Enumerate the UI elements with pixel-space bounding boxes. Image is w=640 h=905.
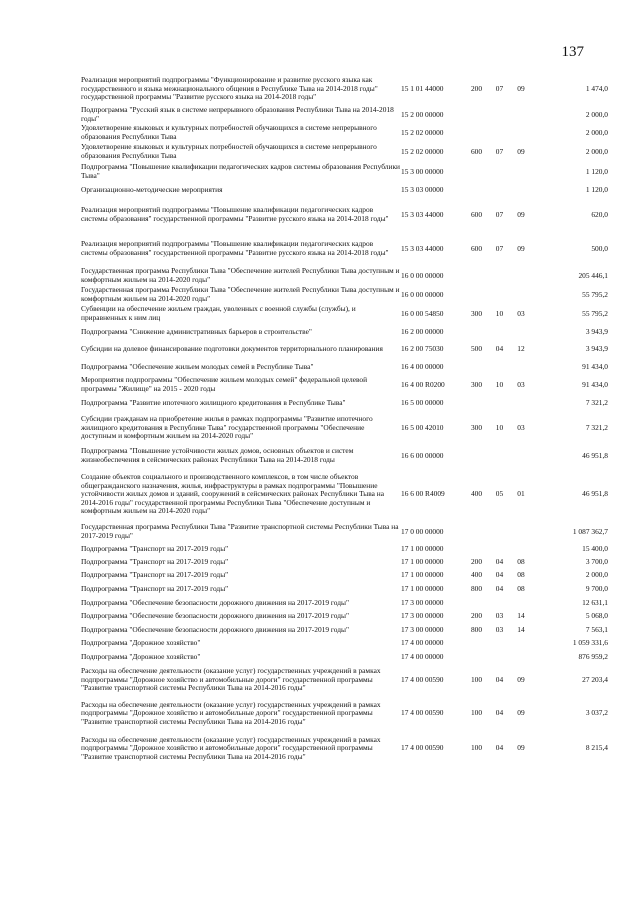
budget-table xyxy=(81,72,608,766)
row-code: 15 2 02 00000 xyxy=(401,146,444,156)
row-sum: 1 059 331,6 xyxy=(572,638,608,648)
row-name: Организационно-методические мероприятия xyxy=(81,184,223,194)
row-pr xyxy=(510,395,532,411)
row-vr: 600 xyxy=(470,209,483,219)
row-code: 15 3 00 00000 xyxy=(401,166,444,176)
row-vr: 600 xyxy=(470,146,483,156)
row-vr xyxy=(464,542,489,556)
table-row xyxy=(81,522,608,542)
table-row xyxy=(81,610,608,623)
row-vr: 100 xyxy=(470,743,483,753)
row-name: Подпрограмма "Дорожное хозяйство" xyxy=(81,638,201,648)
row-code: 16 0 00 00000 xyxy=(401,270,444,280)
row-pr xyxy=(510,162,532,182)
row-vr xyxy=(464,106,489,124)
row-code: 17 1 00 00000 xyxy=(401,543,444,553)
table-row xyxy=(81,266,608,286)
row-rz: 04 xyxy=(495,344,504,354)
row-code: 17 4 00 00590 xyxy=(401,674,444,684)
row-pr: 09 xyxy=(517,243,525,253)
row-code: 17 4 00 00000 xyxy=(401,638,444,648)
row-sum: 12 631,1 xyxy=(582,597,608,607)
table-row xyxy=(81,304,608,324)
row-vr: 500 xyxy=(470,344,483,354)
row-rz: 07 xyxy=(495,146,504,156)
row-name: Подпрограмма "Транспорт на 2017-2019 годы" xyxy=(81,583,229,593)
row-sum: 876 959,2 xyxy=(578,651,608,661)
row-code: 17 4 00 00590 xyxy=(401,743,444,753)
row-sum: 3 943,9 xyxy=(585,326,608,336)
row-rz: 10 xyxy=(495,379,504,389)
row-rz xyxy=(489,522,510,542)
row-pr: 03 xyxy=(517,422,525,432)
row-vr xyxy=(464,522,489,542)
row-code: 16 6 00 R4009 xyxy=(401,489,445,499)
row-name: Создание объектов социального и производственного комплексов, в том числе объектов общегражданского назначения, жилья, инфраструктуры в рамках подпрограммы "Повышение устойчивости жилых домов и зданий, сооружений в сейсмических районах Республики Тыва на 2014-2016 годы" государственной программы Республики Тыва "Обеспечение доступным и комфортным жильем на 2014-2020 годы" xyxy=(81,472,385,516)
row-code: 16 0 00 54850 xyxy=(401,308,444,318)
row-vr xyxy=(464,182,489,198)
row-sum: 7 321,2 xyxy=(585,397,608,407)
row-sum: 9 700,0 xyxy=(585,583,608,593)
row-code: 17 0 00 00000 xyxy=(401,526,444,536)
row-vr xyxy=(464,637,489,650)
row-vr: 100 xyxy=(470,674,483,684)
row-rz: 10 xyxy=(495,308,504,318)
row-code: 16 6 00 00000 xyxy=(401,450,444,460)
row-rz xyxy=(489,266,510,286)
table-row xyxy=(81,142,608,162)
row-name: Расходы на обеспечение деятельности (оказание услуг) государственных учреждений в рамках подпрограммы "Дорожное хозяйство и автомобильные дороги" государственной программы "Развитие транспортной системы Республики Тыва на 2014-2016 годы" xyxy=(81,734,381,761)
row-rz: 04 xyxy=(495,708,504,718)
row-sum: 1 087 362,7 xyxy=(572,526,608,536)
table-row xyxy=(81,340,608,359)
row-rz xyxy=(489,286,510,304)
row-vr xyxy=(464,124,489,142)
row-code: 16 5 00 00000 xyxy=(401,397,444,407)
page-number: 137 xyxy=(561,44,584,60)
row-pr xyxy=(510,286,532,304)
row-code: 17 4 00 00590 xyxy=(401,708,444,718)
table-row xyxy=(81,106,608,124)
table-row xyxy=(81,556,608,569)
row-sum: 55 795,2 xyxy=(582,308,608,318)
row-pr xyxy=(510,522,532,542)
row-code: 16 4 00 00000 xyxy=(401,361,444,371)
row-name: Подпрограмма "Транспорт на 2017-2019 годы" xyxy=(81,570,229,580)
row-pr xyxy=(510,359,532,375)
row-name: Субсидии на долевое финансирование подготовки документов территориального планирования xyxy=(81,344,383,354)
table-row xyxy=(81,124,608,142)
row-name: Государственная программа Республики Тыва "Обеспечение жителей Республики Тыва доступным и комфортным жильем на 2014-2020 годы" xyxy=(81,285,400,303)
row-sum: 1 120,0 xyxy=(585,184,608,194)
row-code: 16 0 00 00000 xyxy=(401,289,444,299)
row-rz: 07 xyxy=(495,243,504,253)
row-sum: 7 563,1 xyxy=(585,624,608,634)
row-sum: 15 400,0 xyxy=(582,543,608,553)
row-rz xyxy=(489,162,510,182)
row-vr: 200 xyxy=(470,83,483,93)
row-rz xyxy=(489,106,510,124)
row-name: Удовлетворение языковых и культурных потребностей обучающихся в системе непрерывного образования Республики Тыва xyxy=(81,123,377,141)
row-sum: 8 215,4 xyxy=(585,743,608,753)
row-sum: 500,0 xyxy=(591,243,608,253)
row-sum: 5 068,0 xyxy=(585,611,608,621)
row-pr: 14 xyxy=(517,611,525,621)
table-row xyxy=(81,286,608,304)
row-code: 16 2 00 00000 xyxy=(401,326,444,336)
row-pr: 09 xyxy=(517,674,525,684)
row-sum: 2 000,0 xyxy=(585,146,608,156)
row-pr: 14 xyxy=(517,624,525,634)
row-name: Подпрограмма "Транспорт на 2017-2019 годы" xyxy=(81,557,229,567)
row-pr xyxy=(510,542,532,556)
table-row xyxy=(81,596,608,610)
row-vr xyxy=(464,445,489,467)
row-rz: 04 xyxy=(495,743,504,753)
table-row xyxy=(81,542,608,556)
row-name: Подпрограмма "Развитие ипотечного жилищного кредитования в Республике Тыва" xyxy=(81,397,346,407)
table-row xyxy=(81,569,608,582)
row-sum: 46 951,8 xyxy=(582,450,608,460)
row-name: Удовлетворение языковых и культурных потребностей обучающихся в системе непрерывного образования Республики Тыва xyxy=(81,142,377,160)
row-name: Реализация мероприятий подпрограммы "Повышение квалификации педагогических кадров системы образования" государственной программы "Развитие русского языка на 2014-2018 годы" xyxy=(81,205,389,223)
row-sum: 2 000,0 xyxy=(585,109,608,119)
row-vr: 800 xyxy=(470,583,483,593)
row-pr: 08 xyxy=(517,583,525,593)
row-vr: 400 xyxy=(470,570,483,580)
row-pr: 12 xyxy=(517,344,525,354)
row-name: Государственная программа Республики Тыва "Обеспечение жителей Республики Тыва доступным и комфортным жильем на 2014-2020 годы" xyxy=(81,266,400,284)
row-rz xyxy=(489,596,510,610)
row-vr: 400 xyxy=(470,489,483,499)
row-pr xyxy=(510,324,532,340)
row-rz xyxy=(489,124,510,142)
row-sum: 2 000,0 xyxy=(585,570,608,580)
row-vr xyxy=(464,286,489,304)
row-sum: 620,0 xyxy=(591,209,608,219)
row-rz: 03 xyxy=(495,624,504,634)
row-pr: 09 xyxy=(517,708,525,718)
row-code: 17 3 00 00000 xyxy=(401,597,444,607)
row-name: Реализация мероприятий подпрограммы "Функционирование и развитие русского языка как государственного и языка межнационального общения в Республике Тыва на 2014-2018 годы" государственной программы "Развитие русского языка на 2014-2018 годы" xyxy=(81,75,378,102)
row-vr xyxy=(464,162,489,182)
table-row xyxy=(81,731,608,766)
row-vr xyxy=(464,266,489,286)
row-sum: 3 700,0 xyxy=(585,557,608,567)
table-row xyxy=(81,445,608,467)
table-row xyxy=(81,162,608,182)
table-row xyxy=(81,650,608,664)
row-code: 17 3 00 00000 xyxy=(401,624,444,634)
row-code: 17 3 00 00000 xyxy=(401,611,444,621)
row-code: 15 2 00 00000 xyxy=(401,109,444,119)
row-sum: 91 434,0 xyxy=(582,361,608,371)
row-code: 16 5 00 42010 xyxy=(401,422,444,432)
row-vr: 300 xyxy=(470,422,483,432)
row-sum: 46 951,8 xyxy=(582,489,608,499)
row-vr: 800 xyxy=(470,624,483,634)
row-rz: 07 xyxy=(495,209,504,219)
row-rz xyxy=(489,445,510,467)
row-rz xyxy=(489,324,510,340)
row-name: Подпрограмма "Повышение квалификации педагогических кадров системы образования Республики Тыва" xyxy=(81,162,400,180)
row-pr xyxy=(510,445,532,467)
row-vr xyxy=(464,395,489,411)
row-name: Подпрограмма "Русский язык в системе непрерывного образования Республики Тыва на 2014-2018 годы" xyxy=(81,105,394,123)
row-rz: 04 xyxy=(495,557,504,567)
table-row xyxy=(81,232,608,266)
row-code: 17 1 00 00000 xyxy=(401,557,444,567)
row-rz: 05 xyxy=(495,489,504,499)
table-row xyxy=(81,324,608,340)
row-rz: 10 xyxy=(495,422,504,432)
table-row xyxy=(81,198,608,232)
row-code: 16 4 00 R0200 xyxy=(401,379,445,389)
row-name: Мероприятия подпрограммы "Обеспечение жильем молодых семей" федеральной целевой программы "Жилище" на 2015 - 2020 годы xyxy=(81,375,368,393)
row-name: Подпрограмма "Обеспечение безопасности дорожного движения на 2017-2019 годы" xyxy=(81,597,349,607)
row-sum: 27 203,4 xyxy=(582,674,608,684)
table-row xyxy=(81,395,608,411)
table-row xyxy=(81,582,608,596)
row-pr xyxy=(510,266,532,286)
row-name: Субвенции на обеспечение жильем граждан, уволенных с военной службы (службы), и приравненных к ним лиц xyxy=(81,304,356,322)
row-sum: 7 321,2 xyxy=(585,422,608,432)
row-vr: 300 xyxy=(470,308,483,318)
row-pr: 08 xyxy=(517,570,525,580)
row-vr xyxy=(464,359,489,375)
row-rz xyxy=(489,542,510,556)
table-row xyxy=(81,664,608,696)
row-name: Расходы на обеспечение деятельности (оказание услуг) государственных учреждений в рамках подпрограммы "Дорожное хозяйство и автомобильные дороги" государственной программы "Развитие транспортной системы Республики Тыва на 2014-2016 годы" xyxy=(81,666,381,693)
row-name: Расходы на обеспечение деятельности (оказание услуг) государственных учреждений в рамках подпрограммы "Дорожное хозяйство и автомобильные дороги" государственной программы "Развитие транспортной системы Республики Тыва на 2014-2016 годы" xyxy=(81,699,381,726)
row-code: 15 3 03 00000 xyxy=(401,184,444,194)
table-row xyxy=(81,375,608,395)
row-pr: 09 xyxy=(517,83,525,93)
row-rz xyxy=(489,650,510,664)
row-sum: 2 000,0 xyxy=(585,127,608,137)
row-name: Субсидии гражданам на приобретение жилья в рамках подпрограммы "Развитие ипотечного жилищного кредитования в Республике Тыва" государственной программы "Обеспечение доступным и комфортным жильем на 2014-2020 годы" xyxy=(81,414,373,441)
row-sum: 1 474,0 xyxy=(585,83,608,93)
row-vr: 100 xyxy=(470,708,483,718)
row-pr xyxy=(510,650,532,664)
row-code: 16 2 00 75030 xyxy=(401,344,444,354)
row-rz: 03 xyxy=(495,611,504,621)
table-row xyxy=(81,182,608,198)
row-rz xyxy=(489,637,510,650)
row-code: 15 3 03 44000 xyxy=(401,243,444,253)
table-row xyxy=(81,623,608,637)
row-pr xyxy=(510,182,532,198)
row-pr: 09 xyxy=(517,146,525,156)
row-name: Подпрограмма "Дорожное хозяйство" xyxy=(81,651,201,661)
row-rz xyxy=(489,182,510,198)
row-pr: 03 xyxy=(517,379,525,389)
table-row xyxy=(81,637,608,650)
row-pr xyxy=(510,637,532,650)
row-pr: 01 xyxy=(517,489,525,499)
row-name: Подпрограмма "Обеспечение безопасности дорожного движения на 2017-2019 годы" xyxy=(81,624,349,634)
row-name: Подпрограмма "Обеспечение жильем молодых семей в Республике Тыва" xyxy=(81,361,314,371)
table-row xyxy=(81,696,608,731)
row-code: 17 4 00 00000 xyxy=(401,651,444,661)
row-name: Подпрограмма "Транспорт на 2017-2019 годы" xyxy=(81,543,229,553)
table-row xyxy=(81,411,608,445)
row-pr: 09 xyxy=(517,743,525,753)
row-pr xyxy=(510,596,532,610)
row-sum: 205 446,1 xyxy=(578,270,608,280)
row-vr xyxy=(464,650,489,664)
row-vr xyxy=(464,596,489,610)
row-rz: 04 xyxy=(495,674,504,684)
row-pr: 09 xyxy=(517,209,525,219)
row-name: Государственная программа Республики Тыва "Развитие транспортной системы Республики Тыва на 2017-2019 годы" xyxy=(81,522,399,540)
row-code: 15 2 02 00000 xyxy=(401,127,444,137)
row-pr: 03 xyxy=(517,308,525,318)
row-name: Подпрограмма "Снижение административных барьеров в строительстве" xyxy=(81,326,312,336)
row-rz xyxy=(489,395,510,411)
row-pr xyxy=(510,106,532,124)
table-row xyxy=(81,359,608,375)
row-sum: 91 434,0 xyxy=(582,379,608,389)
row-pr: 08 xyxy=(517,557,525,567)
row-sum: 3 037,2 xyxy=(585,708,608,718)
row-vr xyxy=(464,324,489,340)
row-name: Подпрограмма "Обеспечение безопасности дорожного движения на 2017-2019 годы" xyxy=(81,611,349,621)
row-sum: 55 795,2 xyxy=(582,289,608,299)
row-sum: 3 943,9 xyxy=(585,344,608,354)
row-rz: 04 xyxy=(495,570,504,580)
row-code: 15 3 03 44000 xyxy=(401,209,444,219)
row-rz: 07 xyxy=(495,83,504,93)
row-pr xyxy=(510,124,532,142)
row-vr: 300 xyxy=(470,379,483,389)
table-row xyxy=(81,72,608,106)
row-code: 17 1 00 00000 xyxy=(401,583,444,593)
row-vr: 200 xyxy=(470,611,483,621)
row-code: 17 1 00 00000 xyxy=(401,570,444,580)
row-sum: 1 120,0 xyxy=(585,166,608,176)
row-name: Подпрограмма "Повышение устойчивости жилых домов, основных объектов и систем жизнеобеспечения в сейсмических районах Республики Тыва на 2014-2018 годы xyxy=(81,446,354,464)
budget-table-body xyxy=(81,72,608,766)
row-rz xyxy=(489,359,510,375)
row-rz: 04 xyxy=(495,583,504,593)
row-code: 15 1 01 44000 xyxy=(401,83,444,93)
row-name: Реализация мероприятий подпрограммы "Повышение квалификации педагогических кадров системы образования" государственной программы "Развитие русского языка на 2014-2018 годы" xyxy=(81,239,389,257)
table-row xyxy=(81,467,608,522)
row-vr: 200 xyxy=(470,557,483,567)
row-vr: 600 xyxy=(470,243,483,253)
